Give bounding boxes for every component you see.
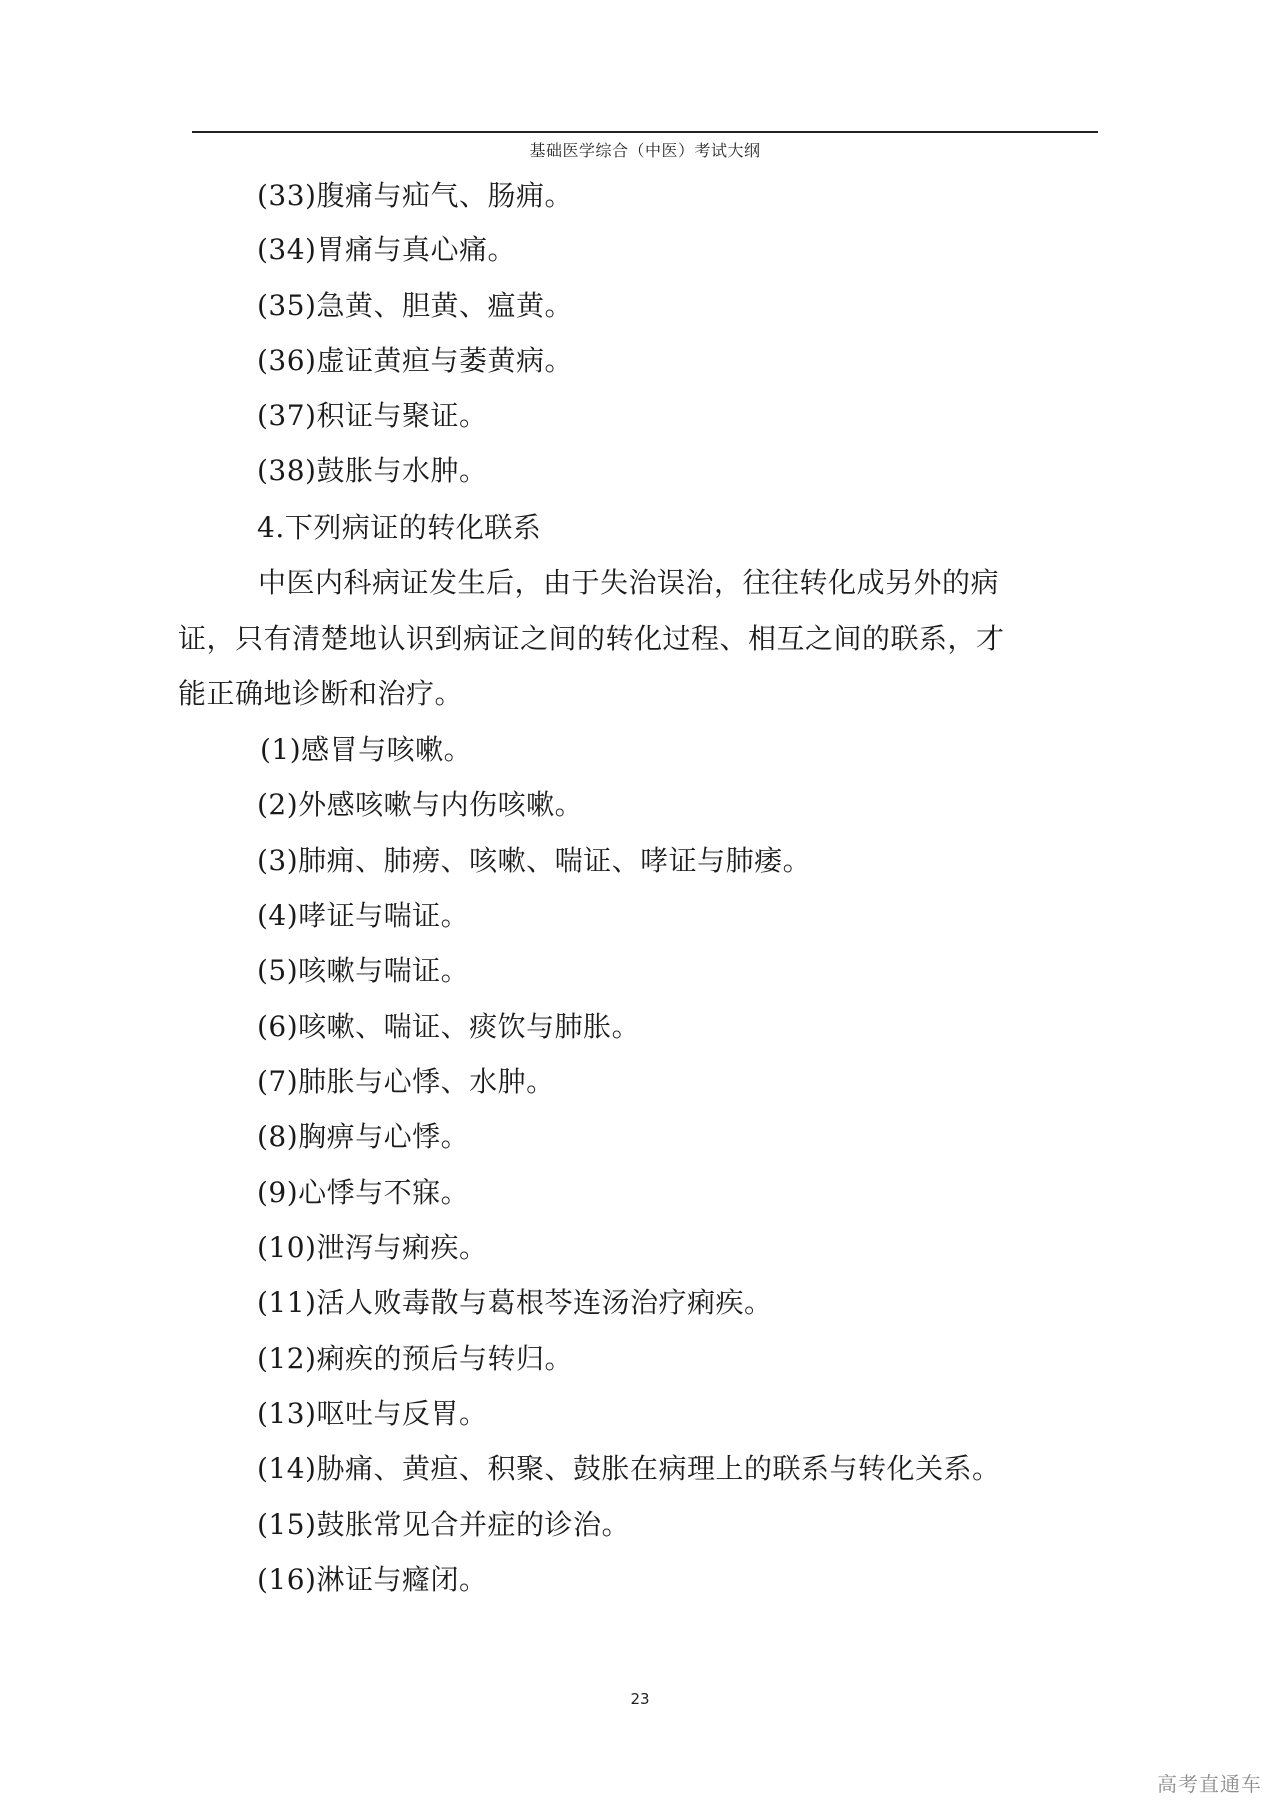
list-item: (14)胁痛、黄疸、积聚、鼓胀在病理上的联系与转化关系。 (257, 1452, 1001, 1485)
list-item: (4)哮证与喘证。 (257, 899, 470, 932)
list-item: (37)积证与聚证。 (257, 399, 488, 432)
list-item: (13)呕吐与反胃。 (257, 1397, 488, 1430)
list-item: (33)腹痛与疝气、肠痈。 (257, 179, 573, 212)
list-item: (35)急黄、胆黄、瘟黄。 (257, 289, 573, 322)
list-item: (3)肺痈、肺痨、咳嗽、喘证、哮证与肺痿。 (257, 844, 812, 877)
paragraph-line: 能正确地诊断和治疗。 (178, 677, 464, 710)
page-number: 23 (630, 1690, 650, 1708)
list-item: (34)胃痛与真心痛。 (257, 233, 516, 266)
list-item: (38)鼓胀与水肿。 (257, 454, 488, 487)
list-item: (7)肺胀与心悸、水肿。 (257, 1065, 555, 1098)
list-item: (8)胸痹与心悸。 (257, 1120, 470, 1153)
list-item: (2)外感咳嗽与内伤咳嗽。 (257, 788, 584, 821)
list-item: (15)鼓胀常见合并症的诊治。 (257, 1508, 630, 1541)
header-rule (192, 131, 1098, 133)
list-item: (10)泄泻与痢疾。 (257, 1231, 488, 1264)
watermark: 高考直通车 (1157, 1772, 1262, 1796)
list-item: (6)咳嗽、喘证、痰饮与肺胀。 (257, 1010, 641, 1043)
list-item: (36)虚证黄疸与萎黄病。 (257, 344, 573, 377)
list-item: (11)活人败毒散与葛根芩连汤治疗痢疾。 (257, 1286, 773, 1319)
paragraph-line: 中医内科病证发生后，由于失治误治，往往转化成另外的病 (258, 566, 1000, 599)
section-heading: 4.下列病证的转化联系 (257, 511, 542, 544)
paragraph-line: 证，只有清楚地认识到病证之间的转化过程、相互之间的联系，才 (178, 622, 1005, 655)
list-item: (9)心悸与不寐。 (257, 1176, 470, 1209)
list-item: (16)淋证与癃闭。 (257, 1563, 488, 1596)
page-header-title: 基础医学综合（中医）考试大纲 (529, 141, 761, 160)
list-item: (5)咳嗽与喘证。 (257, 954, 470, 987)
list-item: (12)痢疾的预后与转归。 (257, 1342, 573, 1375)
list-item: (1)感冒与咳嗽。 (260, 733, 473, 766)
